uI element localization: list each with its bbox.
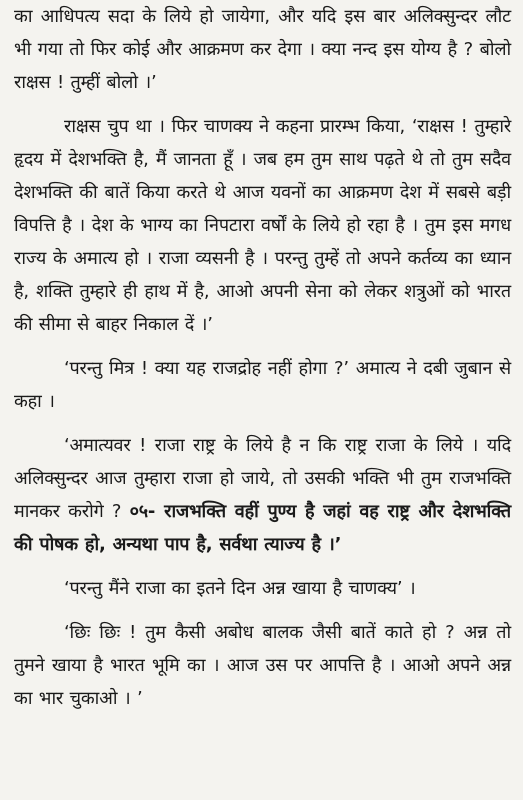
paragraph-6: ‘छिः छिः ! तुम कैसी अबोध बालक जैसी बातें काते हो ? अन्न तो तुमने खाया है भारत भूमि का । आज उस पर आपत्ति है । आओ अपने अन्न का भार चुकाओ । ’ (14, 622, 511, 709)
paragraph-gap (14, 99, 511, 110)
paragraph-gap (14, 341, 511, 352)
paragraph-gap (14, 561, 511, 572)
paragraph-gap (14, 418, 511, 429)
paragraph-gap (14, 605, 511, 616)
paragraph-4 (14, 429, 511, 561)
paragraph-4-bold-quote: ०५- राजभक्ति वहीं पुण्य है जहां वह राष्ट्र और देशभक्ति की पोषक हो, अन्यथा पाप है, सर्वथा त्याज्य है ।’ (14, 501, 511, 555)
paragraph-4-text: ‘अमात्यवर ! राजा राष्ट्र के लिये है न कि राष्ट्र राजा के लिये । यदि अलिक्सुन्दर आज तुम्हारा राजा हो जाये, तो उसकी भक्ति भी तुम राजभक्ति मानकर करोगे ? (14, 435, 511, 522)
paragraph-1: का आधिपत्य सदा के लिये हो जायेगा, और यदि इस बार अलिक्सुन्दर लौट भी गया तो फिर कोई और आक्रमण कर देगा । क्या नन्द इस योग्य है ? बोलो राक्षस ! तुम्हीं बोलो ।’ (14, 6, 511, 93)
paragraph-2: राक्षस चुप था । फिर चाणक्य ने कहना प्रारम्भ किया, ‘राक्षस ! तुम्हारे हृदय में देशभक्ति है, मैं जानता हूँ । जब हम तुम साथ पढ़ते थे तो तुम सदैव देशभक्ति की बातें किया करते थे आज यवनों का आक्रमण देश में सबसे बड़ी विपत्ति है । देश के भाग्य का निपटारा वर्षों के लिये हो रहा है । तुम इस मगध राज्य के अमात्य हो । राजा व्यसनी है । परन्तु तुम्हें तो अपने कर्तव्य का ध्यान है, शक्ति तुम्हारे ही हाथ में है, आओ अपनी सेना को लेकर शत्रुओं को भारत की सीमा से बाहर निकाल दें ।’ (14, 116, 511, 335)
paragraph-3: ‘परन्तु मित्र ! क्या यह राजद्रोह नहीं होगा ?’ अमात्य ने दबी जुबान से कहा । (14, 358, 511, 412)
paragraph-5: ‘परन्तु मैंने राजा का इतने दिन अन्न खाया है चाणक्य’ । (64, 578, 416, 599)
